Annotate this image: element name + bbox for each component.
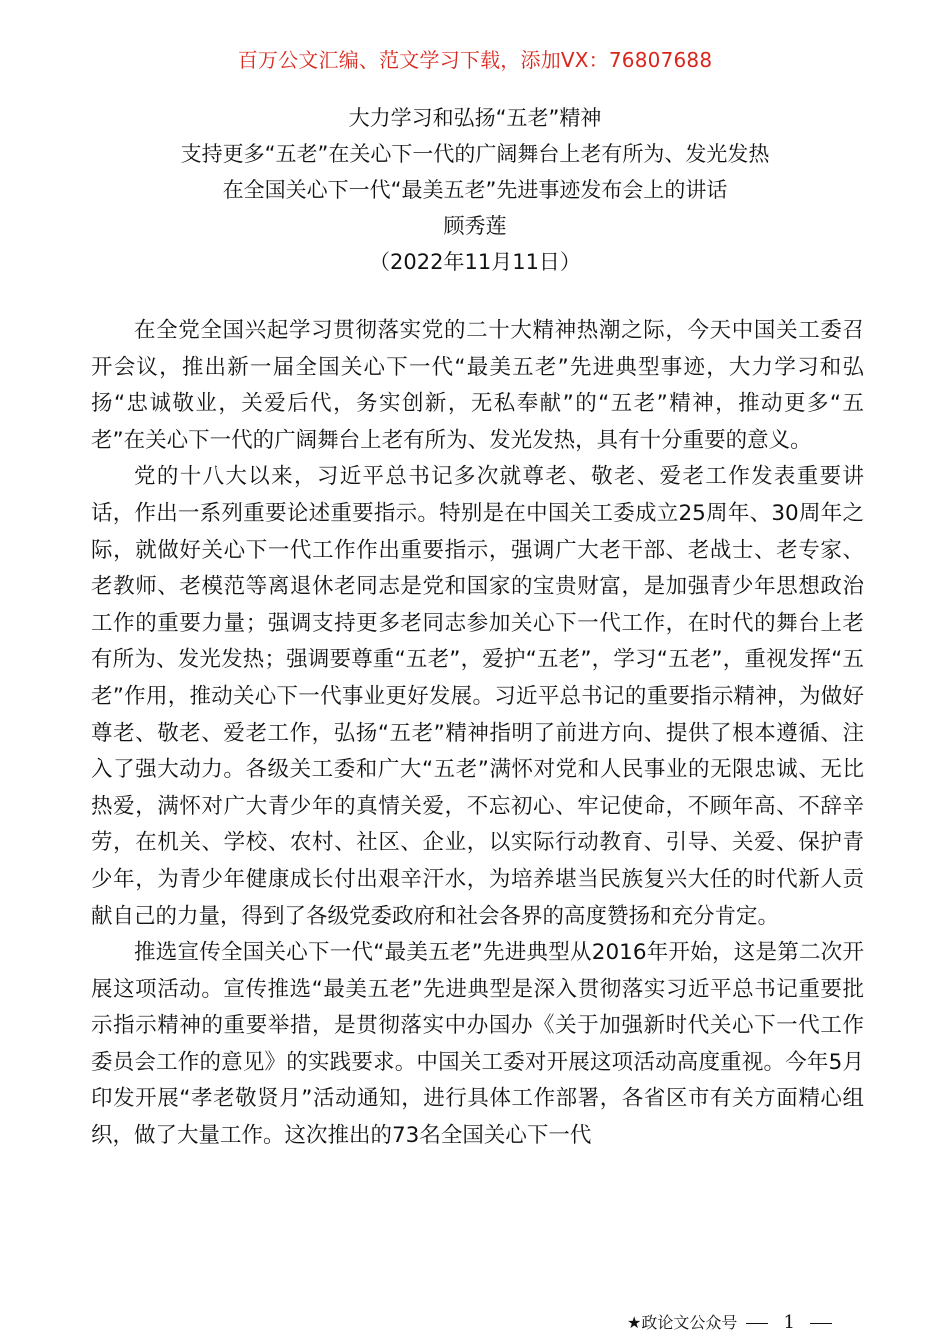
footer-dash-left xyxy=(746,1323,768,1324)
paragraph: 推选宣传全国关心下一代“最美五老”先进典型从2016年开始，这是第二次开展这项活动。宣传推选“最美五老”先进典型是深入贯彻落实习近平总书记重要批示指示精神的重要举措，是贯彻落实中办国办《关于加强新时代关心下一代工作委员会工作的意见》的实践要求。中国关工委对开展这项活动高度重视。今年5月印发开展“孝老敬贤月”活动通知，进行具体工作部署，各省区市有关方面精心组织，做了大量工作。这次推出的73名全国关心下一代 xyxy=(91,940,864,1149)
document-body xyxy=(91,313,864,1155)
document-title-block xyxy=(60,100,890,280)
author-name: 顾秀莲 xyxy=(443,214,507,238)
footer-source: ★政论文公众号 xyxy=(627,1313,738,1332)
title-line-3: 在全国关心下一代“最美五老”先进事迹发布会上的讲话 xyxy=(222,178,728,202)
footer-dash-right xyxy=(810,1323,832,1324)
page-number: 1 xyxy=(783,1312,795,1333)
paragraph: 党的十八大以来，习近平总书记多次就尊老、敬老、爱老工作发表重要讲话，作出一系列重要论述重要指示。特别是在中国关工委成立25周年、30周年之际，就做好关心下一代工作作出重要指示，强调广大老干部、老战士、老专家、老教师、老模范等离退休老同志是党和国家的宝贵财富，是加强青少年思想政治工作的重要力量；强调支持更多老同志参加关心下一代工作，在时代的舞台上老有所为、发光发热；强调要尊重“五老”，爱护“五老”，学习“五老”，重视发挥“五老”作用，推动关心下一代事业更好发展。习近平总书记的重要指示精神，为做好尊老、敬老、爱老工作，弘扬“五老”精神指明了前进方向、提供了根本遵循、注入了强大动力。各级关工委和广大“五老”满怀对党和人民事业的无限忠诚、无比热爱，满怀对广大青少年的真情关爱，不忘初心、牢记使命，不顾年高、不辞辛劳，在机关、学校、农村、社区、企业，以实际行动教育、引导、关爱、保护青少年，为青少年健康成长付出艰辛汗水，为培养堪当民族复兴大任的时代新人贡献自己的力量，得到了各级党委政府和社会各界的高度赞扬和充分肯定。 xyxy=(91,464,864,929)
paragraph: 在全党全国兴起学习贯彻落实党的二十大精神热潮之际，今天中国关工委召开会议，推出新一届全国关心下一代“最美五老”先进典型事迹，大力学习和弘扬“忠诚敬业，关爱后代，务实创新，无私奉献”的“五老”精神，推动更多“五老”在关心下一代的广阔舞台上老有所为、发光发热，具有十分重要的意义。 xyxy=(91,318,864,453)
title-line-2: 支持更多“五老”在关心下一代的广阔舞台上老有所为、发光发热 xyxy=(180,142,770,166)
watermark-banner: 百万公文汇编、范文学习下载，添加VX：76807688 xyxy=(237,48,713,72)
speech-date: （2022年11月11日） xyxy=(369,250,581,274)
title-line-1: 大力学习和弘扬“五老”精神 xyxy=(348,106,602,130)
page-footer xyxy=(627,1311,836,1335)
